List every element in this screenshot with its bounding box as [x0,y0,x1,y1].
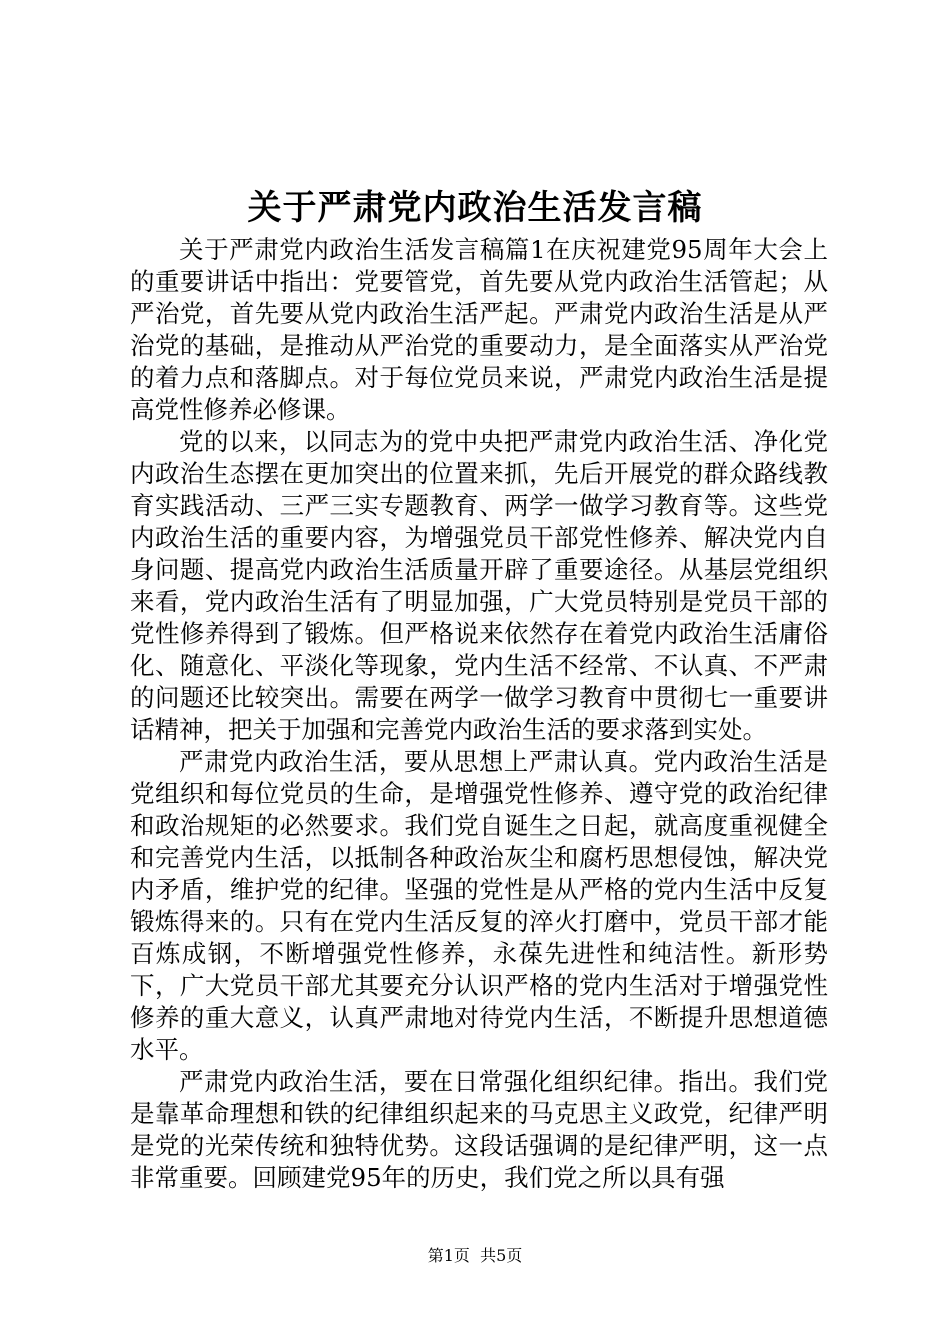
paragraph: 严肃党内政治生活，要从思想上严肃认真。党内政治生活是党组织和每位党员的生命，是增强党性修养、遵守党的政治纪律和政治规矩的必然要求。我们党自诞生之日起，就高度重视健全和完善党内生活，以抵制各种政治灰尘和腐朽思想侵蚀，解决党内矛盾，维护党的纪律。坚强的党性是从严格的党内生活中反复锻炼得来的。只有在党内生活反复的淬火打磨中，党员干部才能百炼成钢，不断增强党性修养，永葆先进性和纯洁性。新形势下，广大党员干部尤其要充分认识严格的党内生活对于增强党性修养的重大意义，认真严肃地对待党内生活，不断提升思想道德水平。 [130,747,828,1064]
document-title: 关于严肃党内政治生活发言稿 [247,188,703,228]
paragraph: 严肃党内政治生活，要在日常强化组织纪律。指出。我们党是靠革命理想和铁的纪律组织起来的马克思主义政党，纪律严明是党的光荣传统和独特优势。这段话强调的是纪律严明，这一点非常重要。回顾建党95年的历史，我们党之所以具有强 [130,1067,828,1192]
paragraph: 党的以来，以同志为的党中央把严肃党内政治生活、净化党内政治生态摆在更加突出的位置来抓，先后开展党的群众路线教育实践活动、三严三实专题教育、两学一做学习教育等。这些党内政治生活的重要内容，为增强党员干部党性修养、解决党内自身问题、提高党内政治生活质量开辟了重要途径。从基层党组织来看，党内政治生活有了明显加强，广大党员特别是党员干部的党性修养得到了锻炼。但严格说来依然存在着党内政治生活庸俗化、随意化、平淡化等现象，党内生活不经常、不认真、不严肃的问题还比较突出。需要在两学一做学习教育中贯彻七一重要讲话精神，把关于加强和完善党内政治生活的要求落到实处。 [130,427,828,744]
paragraph: 关于严肃党内政治生活发言稿篇1在庆祝建党95周年大会上的重要讲话中指出：党要管党，首先要从党内政治生活管起；从严治党，首先要从党内政治生活严起。严肃党内政治生活是从严治党的基础，是推动从严治党的重要动力，是全面落实从严治党的着力点和落脚点。对于每位党员来说，严肃党内政治生活是提高党性修养必修课。 [130,235,828,424]
page-indicator: 第1页 共5页 [427,1246,523,1265]
page-footer [0,1245,950,1267]
document-body [130,234,828,1194]
